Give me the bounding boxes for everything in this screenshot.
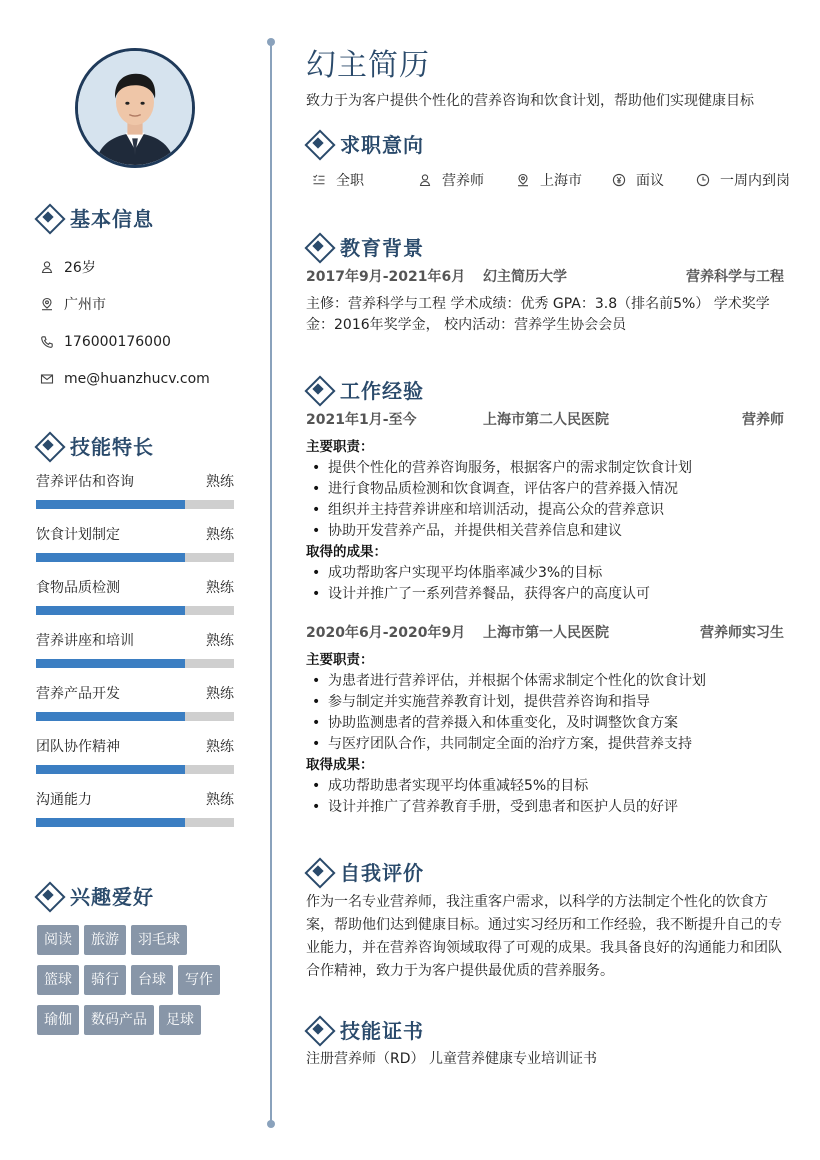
hobby-tags — [37, 925, 237, 1045]
education-major: 营养科学与工程 — [686, 269, 784, 285]
skill-item: 沟通能力 熟练 — [36, 788, 234, 841]
intent-availability: 一周内到岗 — [696, 170, 790, 190]
job-role: 营养师 — [742, 412, 784, 428]
certs-text: 注册营养师（RD） 儿童营养健康专业培训证书 — [306, 1051, 597, 1067]
skill-bar-fill — [36, 500, 185, 509]
skill-bar — [36, 712, 234, 721]
hobby-tag: 写作 — [178, 965, 220, 995]
hobby-tag: 足球 — [159, 1005, 201, 1035]
education-school: 幻主简历大学 — [483, 269, 567, 285]
resume-title: 幻主简历 — [306, 48, 430, 83]
list-item: • 设计并推广了一系列营养餐品，获得客户的高度认可 — [306, 584, 786, 605]
list-item: • 进行食物品质检测和饮食调查，评估客户的营养摄入情况 — [306, 479, 786, 500]
hobby-tag: 羽毛球 — [131, 925, 187, 955]
diamond-icon — [36, 205, 60, 229]
list-icon — [312, 173, 326, 187]
diamond-icon — [306, 1017, 330, 1041]
hobby-tag: 篮球 — [37, 965, 79, 995]
self-eval-text: 作为一名专业营养师，我注重客户需求，以科学的方法制定个性化的饮食方案，帮助他们达到健康目标。通过实习经历和工作经验，我不断提升自己的专业能力，并在营养咨询领域取得了可观的成果。我具备良好的沟通能力和团队合作精神，致力于为客户提供最优质的营养服务。 — [306, 894, 782, 979]
skill-bar-fill — [36, 765, 185, 774]
intent-heading: 求职意向 — [306, 128, 424, 158]
list-item: • 协助开发营养产品，并提供相关营养信息和建议 — [306, 521, 786, 542]
basic-info-heading: 基本信息 — [36, 202, 154, 232]
clock-icon — [696, 173, 710, 187]
certs-heading: 技能证书 — [306, 1014, 424, 1044]
map-pin-icon — [516, 173, 530, 187]
skill-bar — [36, 500, 234, 509]
results-label: 取得成果： — [306, 757, 374, 773]
phone-icon — [40, 335, 54, 349]
results-label: 取得的成果： — [306, 544, 387, 560]
skill-bar-fill — [36, 818, 185, 827]
timeline-divider — [270, 42, 272, 1124]
mail-icon — [40, 372, 54, 386]
info-email: me@huanzhucv.com — [40, 361, 260, 399]
diamond-icon — [306, 859, 330, 883]
portrait-icon — [78, 51, 192, 165]
job-company: 上海市第二人民医院 — [483, 412, 609, 428]
intent-city: 上海市 — [516, 170, 612, 190]
intent-salary: 面议 — [612, 170, 696, 190]
diamond-icon — [306, 234, 330, 258]
education-row — [306, 267, 784, 287]
list-item: • 组织并主持营养讲座和培训活动，提高公众的营养意识 — [306, 500, 786, 521]
skill-bar-fill — [36, 712, 185, 721]
list-item: • 设计并推广了营养教育手册，受到患者和医护人员的好评 — [306, 797, 786, 818]
intent-row — [312, 170, 790, 190]
avatar — [75, 48, 195, 168]
diamond-icon — [36, 883, 60, 907]
skill-item: 营养产品开发 熟练 — [36, 682, 234, 735]
list-item: • 与医疗团队合作，共同制定全面的治疗方案，提供营养支持 — [306, 734, 786, 755]
skill-bar-fill — [36, 659, 185, 668]
education-detail: 主修：营养科学与工程 学术成绩：优秀 GPA：3.8（排名前5%） 学术奖学金：2016年奖学金， 校内活动：营养学生协会会员 — [306, 296, 770, 333]
diamond-icon — [36, 433, 60, 457]
resume-tagline: 致力于为客户提供个性化的营养咨询和饮食计划，帮助他们实现健康目标 — [306, 93, 754, 109]
job-period: 2020年6月-2020年9月 — [306, 625, 466, 641]
diamond-icon — [306, 377, 330, 401]
self-eval-heading: 自我评价 — [306, 856, 424, 886]
skill-bar — [36, 659, 234, 668]
skill-item: 营养评估和咨询 熟练 — [36, 470, 234, 523]
duties-label: 主要职责： — [306, 439, 374, 455]
info-phone: 176000176000 — [40, 323, 260, 361]
skill-bar-fill — [36, 553, 185, 562]
tag-row — [37, 965, 237, 995]
divider-dot-top — [267, 38, 275, 46]
list-item: • 参与制定并实施营养教育计划，提供营养咨询和指导 — [306, 692, 786, 713]
skill-bar — [36, 606, 234, 615]
job-row — [306, 410, 784, 430]
work-heading: 工作经验 — [306, 374, 424, 404]
education-heading: 教育背景 — [306, 231, 424, 261]
list-item: • 成功帮助客户实现平均体脂率减少3%的目标 — [306, 563, 786, 584]
hobbies-heading: 兴趣爱好 — [36, 880, 154, 910]
divider-dot-bottom — [267, 1120, 275, 1128]
duties-label: 主要职责： — [306, 652, 374, 668]
skill-bar — [36, 765, 234, 774]
info-age: 26岁 — [40, 248, 260, 286]
intent-type: 全职 — [312, 170, 418, 190]
list-item: • 提供个性化的营养咨询服务，根据客户的需求制定饮食计划 — [306, 458, 786, 479]
intent-position: 营养师 — [418, 170, 516, 190]
user-icon — [418, 173, 432, 187]
job-company: 上海市第一人民医院 — [483, 625, 609, 641]
sidebar — [0, 0, 270, 1160]
skills-heading: 技能特长 — [36, 430, 154, 460]
skill-item: 食物品质检测 熟练 — [36, 576, 234, 629]
list-item: • 协助监测患者的营养摄入和体重变化，及时调整饮食方案 — [306, 713, 786, 734]
skill-bar — [36, 818, 234, 827]
job-row — [306, 623, 784, 643]
hobby-tag: 数码产品 — [84, 1005, 154, 1035]
location-icon — [40, 297, 54, 311]
hobby-tag: 阅读 — [37, 925, 79, 955]
list-item: • 为患者进行营养评估，并根据个体需求制定个性化的饮食计划 — [306, 671, 786, 692]
basic-info-list — [40, 248, 260, 398]
tag-row — [37, 1005, 237, 1035]
skill-item: 饮食计划制定 熟练 — [36, 523, 234, 576]
job-details — [306, 650, 786, 818]
skill-bar-fill — [36, 606, 185, 615]
list-item: • 成功帮助患者实现平均体重减轻5%的目标 — [306, 776, 786, 797]
education-period: 2017年9月-2021年6月 — [306, 269, 466, 285]
skill-item: 营养讲座和培训 熟练 — [36, 629, 234, 682]
info-city: 广州市 — [40, 286, 260, 324]
skill-item: 团队协作精神 熟练 — [36, 735, 234, 788]
skills-list — [36, 470, 234, 841]
hobby-tag: 骑行 — [84, 965, 126, 995]
hobby-tag: 瑜伽 — [37, 1005, 79, 1035]
job-role: 营养师实习生 — [700, 625, 784, 641]
skill-bar — [36, 553, 234, 562]
job-details — [306, 437, 786, 605]
hobby-tag: 台球 — [131, 965, 173, 995]
yen-icon — [612, 173, 626, 187]
hobby-tag: 旅游 — [84, 925, 126, 955]
tag-row — [37, 925, 237, 955]
job-period: 2021年1月-至今 — [306, 412, 417, 428]
person-icon — [40, 260, 54, 274]
diamond-icon — [306, 131, 330, 155]
